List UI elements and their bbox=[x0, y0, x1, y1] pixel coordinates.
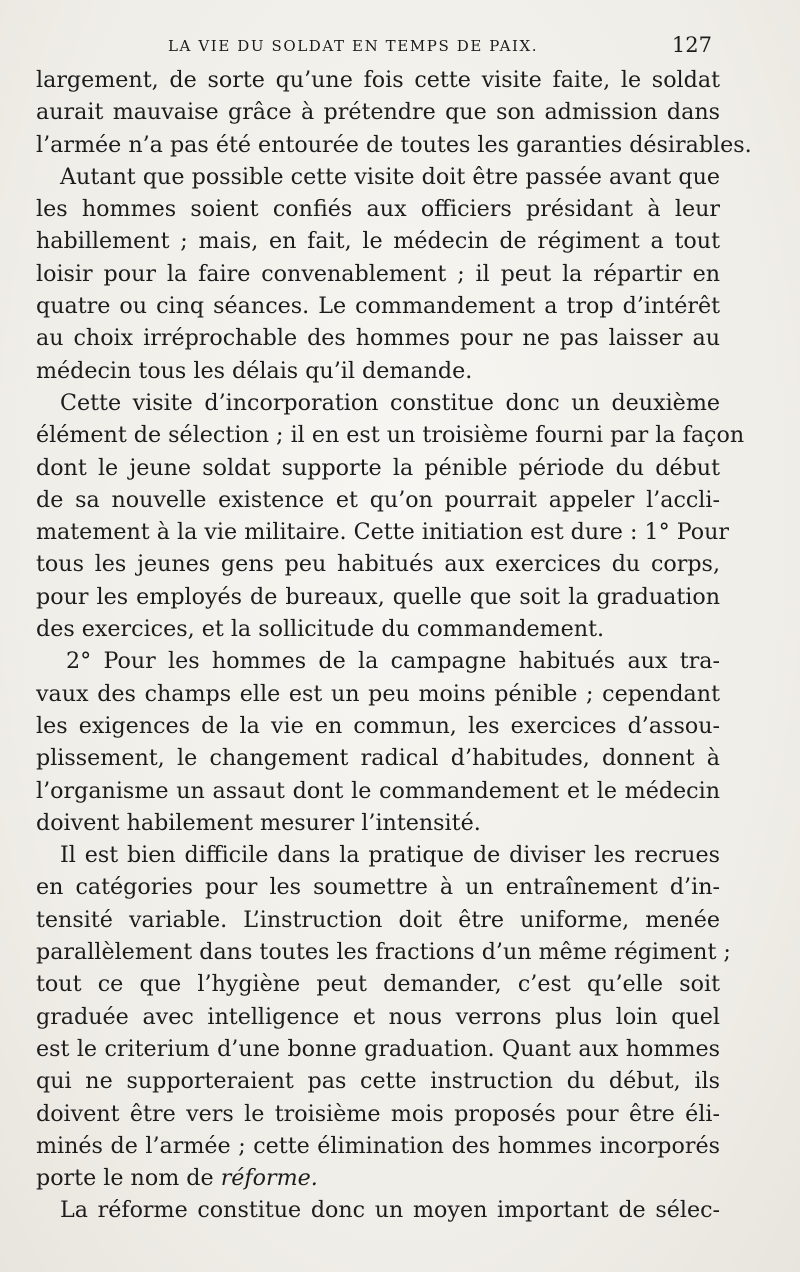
text-line: élément de sélection ; il en est un troisième fourni par la façon bbox=[36, 422, 745, 449]
text-line: tous les jeunes gens peu habitués aux exercices du corps, bbox=[36, 551, 720, 578]
text-line: largement, de sorte qu’une fois cette visite faite, le soldat bbox=[36, 67, 720, 93]
text-line: en catégories pour les soumettre à un entraînement d’in- bbox=[36, 874, 720, 901]
text-line: 2° Pour les hommes de la campagne habitués aux tra- bbox=[66, 648, 720, 675]
text-line: vaux des champs elle est un peu moins pénible ; cependant bbox=[36, 680, 720, 707]
text-line: de sa nouvelle existence et qu’on pourrait appeler l’accli- bbox=[36, 486, 720, 513]
text-line: quatre ou cinq séances. Le commandement a trop d’intérêt bbox=[36, 293, 720, 320]
body-text bbox=[36, 64, 752, 1227]
text-line: habillement ; mais, en fait, le médecin de régiment a tout bbox=[36, 228, 720, 255]
text-line: est le criterium d’une bonne graduation. Quant aux hommes bbox=[36, 1035, 720, 1062]
text-line: les hommes soient confiés aux officiers présidant à leur bbox=[36, 196, 720, 223]
text-line: médecin tous les délais qu’il demande. bbox=[36, 357, 473, 384]
text-line: tensité variable. L’instruction doit être uniforme, menée bbox=[36, 906, 720, 933]
text-line-reforme bbox=[36, 1162, 720, 1194]
reforme-word: réforme. bbox=[220, 1165, 318, 1192]
text-line: tout ce que l’hygiène peut demander, c’est qu’elle soit bbox=[36, 971, 720, 998]
text-line: La réforme constitue donc un moyen important de sélec- bbox=[60, 1197, 720, 1224]
text-line: doivent habilement mesurer l’intensité. bbox=[36, 809, 481, 836]
text-line: Autant que possible cette visite doit être passée avant que bbox=[60, 163, 720, 190]
text-line: doivent être vers le troisième mois proposés pour être éli- bbox=[36, 1100, 720, 1127]
text-line: qui ne supporteraient pas cette instruction du début, ils bbox=[36, 1068, 720, 1095]
text-line: parallèlement dans toutes les fractions d’un même régiment ; bbox=[36, 939, 731, 966]
text-line: les exigences de la vie en commun, les exercices d’assou- bbox=[36, 712, 720, 739]
text-line: graduée avec intelligence et nous verrons plus loin quel bbox=[36, 1003, 720, 1030]
text-line: matement à la vie militaire. Cette initiation est dure : 1° Pour bbox=[36, 519, 730, 546]
text-line: aurait mauvaise grâce à prétendre que son admission dans bbox=[36, 99, 720, 126]
page-number: 127 bbox=[671, 33, 712, 57]
text-line: pour les employés de bureaux, quelle que soit la graduation bbox=[36, 583, 720, 610]
text-line: minés de l’armée ; cette élimination des hommes incorporés bbox=[36, 1132, 720, 1159]
text-line: loisir pour la faire convenablement ; il peut la répartir en bbox=[36, 260, 720, 287]
running-title: LA VIE DU SOLDAT EN TEMPS DE PAIX. bbox=[168, 37, 539, 55]
text-line: Cette visite d’incorporation constitue donc un deuxième bbox=[60, 389, 720, 416]
text-line: plissement, le changement radical d’habitudes, donnent à bbox=[36, 745, 720, 772]
text-line: Il est bien difficile dans la pratique de diviser les recrues bbox=[60, 842, 720, 869]
running-head bbox=[152, 34, 712, 58]
text-line: l’organisme un assaut dont le commandement et le médecin bbox=[36, 777, 720, 804]
text-line-start: porte le nom de bbox=[36, 1165, 214, 1192]
text-line: au choix irréprochable des hommes pour ne pas laisser au bbox=[36, 325, 720, 352]
text-line: dont le jeune soldat supporte la pénible période du début bbox=[36, 454, 720, 481]
text-line: des exercices, et la sollicitude du commandement. bbox=[36, 616, 605, 643]
text-line: l’armée n’a pas été entourée de toutes les garanties désirables. bbox=[36, 131, 752, 158]
